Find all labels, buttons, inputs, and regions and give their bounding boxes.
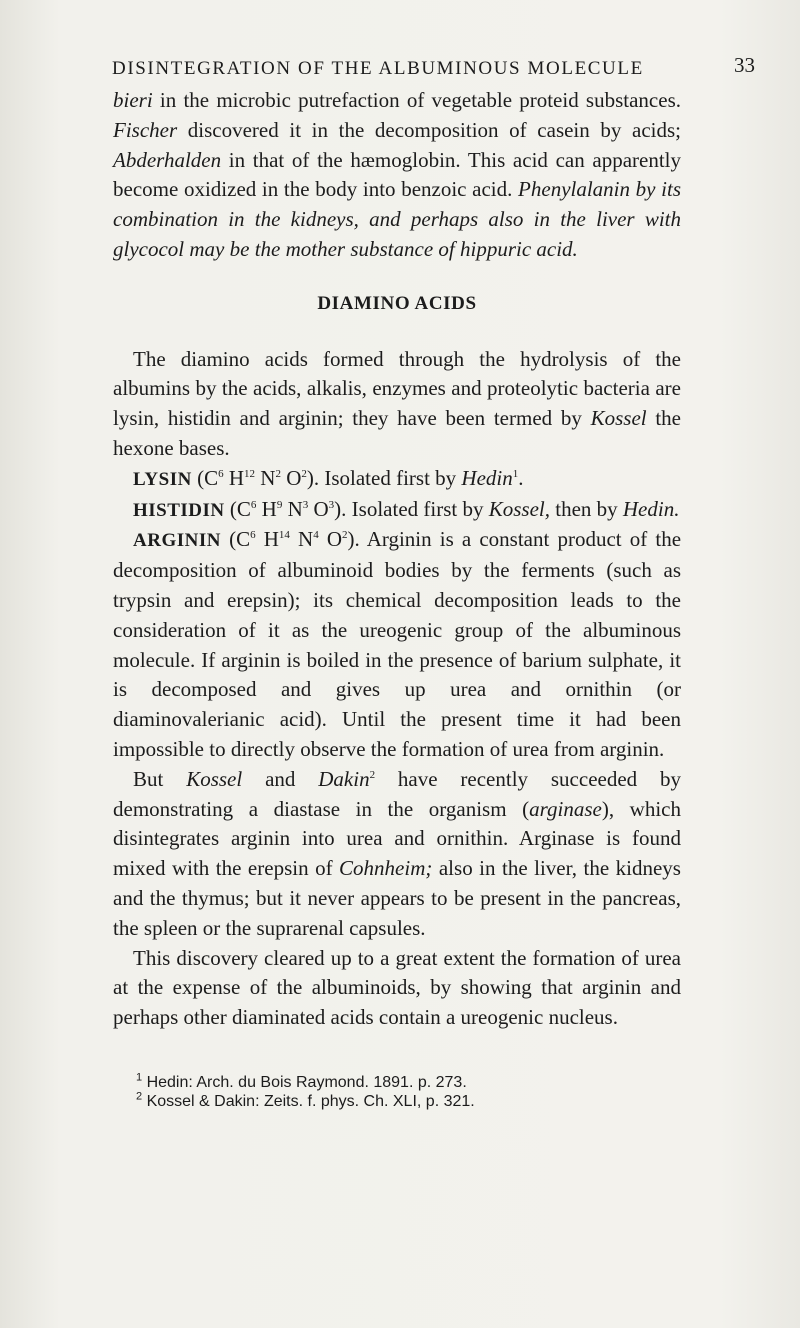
- name-fischer: Fischer: [113, 117, 178, 142]
- formula-part: (C: [224, 496, 251, 521]
- formula-subscript: 14: [278, 529, 290, 542]
- formula-subscript: 3: [328, 498, 335, 511]
- text-run: .: [518, 465, 524, 490]
- formula-subscript: 3: [302, 498, 309, 511]
- text-run: ). Arginin is a constant product of the decomposition of albuminoid bodies by the ferments (such as trypsin and erepsin); its chemical decomposition leads to the consideration of it as the ureogenic group of the albuminous molecule. If arginin is boiled in the presence of barium sulphate, it is decomposed and gives up urea and ornithin (or diaminovalerianic acid). Until the present time it had been impossible to directly observe the formation of urea from arginin.: [113, 527, 682, 761]
- formula-part: N: [255, 465, 276, 490]
- name-hedin: Hedin: [461, 465, 513, 490]
- paragraph-lysin: [113, 464, 681, 495]
- text-run: and: [242, 766, 319, 791]
- footnote-text: Kossel & Dakin: Zeits. f. phys. Ch. XLI, p. 321.: [142, 1093, 475, 1110]
- text-italic: bieri: [113, 88, 153, 112]
- text-run: ). Isolated first by: [306, 465, 462, 490]
- term-arginin: ARGININ: [133, 530, 221, 552]
- name-kossel: Kossel: [186, 766, 243, 791]
- footnotes: [136, 1073, 676, 1111]
- text-run: in that of the hæmoglobin. This acid can apparently become oxidized in the body into benzoic acid.: [113, 147, 681, 202]
- paragraph-conclusion: This discovery cleared up to a great extent the formation of urea at the expense of the albuminoids, by showing that arginin and perhaps other diaminated acids contain a ureogenic nucleus.: [113, 945, 681, 1030]
- formula-part: (C: [220, 527, 251, 552]
- paragraph-arginase: [113, 765, 681, 944]
- text-run: also in the liver, the kidneys and the thymus; but it never appears to be present in the pancreas, the spleen or the suprarenal capsules.: [113, 856, 681, 940]
- text-run: The diamino acids formed through the hydrolysis of the albumins by the acids, alkalis, enzymes and proteolytic bacteria are lysin, histidin and arginin; they have been termed by: [113, 346, 681, 431]
- text-run: have recently succeeded by demonstrating a diastase in the organism (: [113, 766, 682, 821]
- formula-subscript: 9: [276, 498, 283, 511]
- name-kossel: Kossel,: [488, 496, 550, 521]
- paragraph-phenylalanin: [113, 86, 681, 265]
- formula-part: O: [318, 527, 342, 552]
- formula-subscript: 6: [218, 467, 224, 480]
- formula-part: H: [255, 527, 279, 552]
- text-run: discovered it in the decomposition of casein by acids;: [177, 117, 681, 142]
- footnote: [136, 1092, 676, 1111]
- section-title: DIAMINO ACIDS: [317, 292, 477, 314]
- page-number: 33: [734, 53, 755, 77]
- term-arginase: arginase: [529, 796, 602, 821]
- term-histidin: HISTIDIN: [133, 499, 225, 521]
- formula-part: O: [308, 496, 329, 521]
- footnote: [136, 1073, 676, 1092]
- name-abderhalden: Abderhalden: [113, 147, 222, 172]
- formula-part: H: [256, 496, 277, 521]
- formula-subscript: 6: [250, 498, 257, 511]
- footnote-ref: 1: [512, 467, 519, 480]
- paragraph-arginin: [113, 525, 681, 764]
- footnote-mark: 2: [136, 1090, 143, 1103]
- text-run: ). Isolated first by: [334, 496, 489, 521]
- text-run: ), which disintegrates arginin into urea and ornithin. Arginase is found mixed with the erepsin of: [113, 796, 681, 881]
- text-run: then by: [549, 496, 623, 521]
- paragraph-histidin: [113, 495, 681, 526]
- name-cohnheim: Cohnheim;: [339, 856, 433, 881]
- footnote-ref: 2: [369, 768, 376, 781]
- formula-subscript: 12: [244, 467, 256, 480]
- formula-subscript: 2: [275, 467, 281, 480]
- formula-subscript: 2: [341, 529, 348, 542]
- text-run: in the microbic putrefaction of vegetable proteid substances.: [152, 88, 681, 112]
- name-dakin: Dakin: [318, 766, 370, 791]
- text-run: the hexone bases.: [113, 406, 682, 460]
- running-head: DISINTEGRATION OF THE ALBUMINOUS MOLECULE: [112, 58, 644, 79]
- term-lysin: LYSIN: [133, 468, 192, 490]
- formula-subscript: 4: [313, 529, 319, 542]
- formula-part: O: [280, 465, 302, 490]
- text-italic: Phenylalanin by its combination in the kidneys, and perhaps also in the liver with glycocol may be the mother substance of hippuric acid.: [113, 177, 681, 261]
- formula-part: (C: [191, 465, 219, 490]
- formula-part: N: [282, 496, 303, 521]
- name-kossel: Kossel: [590, 406, 647, 431]
- formula-part: H: [223, 465, 245, 490]
- paragraph-diamino-intro: [113, 345, 681, 464]
- formula-subscript: 6: [250, 529, 256, 542]
- footnote-mark: 1: [136, 1071, 143, 1084]
- name-hedin: Hedin.: [622, 496, 680, 521]
- formula-subscript: 2: [301, 467, 307, 480]
- text-run: But: [133, 766, 187, 791]
- formula-part: N: [289, 527, 314, 552]
- footnote-text: Hedin: Arch. du Bois Raymond. 1891. p. 273.: [142, 1074, 467, 1091]
- page-body: [113, 86, 681, 1033]
